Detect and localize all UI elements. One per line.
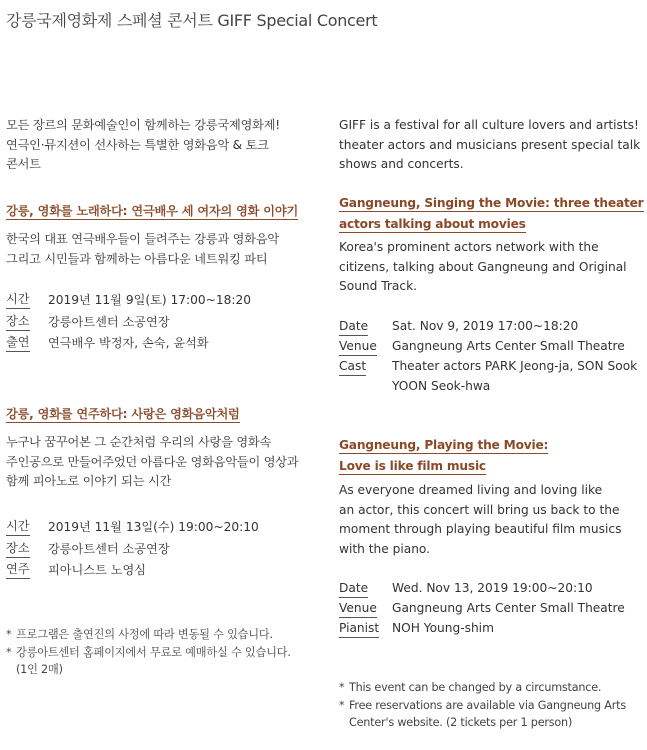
note-text: 프로그램은 출연진의 사정에 따라 변동될 수 있습니다. [16,628,273,641]
desc-line: 함께 피아노로 이야기 되는 시간 [6,474,172,488]
info-label: Venue [339,339,377,356]
note-item [339,697,645,732]
info-value: 강릉아트센터 소공연장 [48,314,170,329]
english-intro-line: shows and concerts. [339,157,464,171]
english-section2-title [339,435,645,476]
korean-intro-line: 모든 장르의 문화예술인이 함께하는 강릉국제영화제! [6,118,280,132]
info-row-time [6,290,324,312]
info-label: Date [339,319,368,336]
info-label: Venue [339,601,377,618]
note-item [339,679,645,697]
info-value: Gangneung Arts Center Small Theatre [392,601,625,615]
info-row-time [6,517,324,539]
info-value: 강릉아트센터 소공연장 [48,541,170,556]
info-label: Pianist [339,621,379,638]
info-row-venue [6,539,324,561]
note-bullet: * [339,698,345,712]
note-text: This event can be changed by a circumstance. [349,681,602,694]
english-section1-title [339,193,645,234]
info-label: Date [339,581,368,598]
info-value: 2019년 11월 13일(수) 19:00~20:10 [48,520,259,534]
korean-intro [6,116,324,175]
info-row-pianist [339,618,645,638]
info-value: 피아니스트 노영심 [48,563,147,577]
desc-line: As everyone dreamed living and loving like [339,483,603,497]
desc-line: an actor, this concert will bring us back to the [339,502,620,517]
note-bullet: * [6,645,12,659]
english-notes [339,679,645,732]
korean-notes [6,626,324,679]
note-bullet: * [6,628,12,641]
desc-line: 누구나 꿈꾸어본 그 순간처럼 우리의 사랑을 영화속 [6,435,272,449]
english-section2-title-text: Gangneung, Playing the Movie: [339,438,549,452]
english-section2-info [339,578,645,638]
korean-section1-info [6,290,324,355]
desc-line: citizens, talking about Gangneung and Original [339,259,627,274]
korean-intro-line: 콘서트 [6,157,41,171]
english-section1-info [339,316,645,396]
info-label: 출연 [6,335,30,352]
info-label: 장소 [6,541,30,558]
info-value: Gangneung Arts Center Small Theatre [392,339,625,353]
korean-section2-title-text: 강릉, 영화를 연주하다: 사랑은 영화음악처럼 [6,407,240,421]
english-section2-desc [339,481,645,559]
info-value: NOH Young-shim [392,621,494,635]
info-label: 시간 [6,519,30,536]
info-row-date [339,316,645,336]
note-item [6,644,324,679]
note-text: Center's website. (2 tickets per 1 person) [349,716,573,729]
info-label: 장소 [6,314,30,331]
note-item [6,626,324,644]
korean-section1-title [6,201,324,222]
info-label: 시간 [6,292,30,309]
korean-section2-title [6,404,324,425]
note-text: Free reservations are available via Gangneung Arts [349,698,626,712]
korean-section1-desc [6,230,324,269]
info-label: 연주 [6,562,30,579]
desc-line: Sound Track. [339,279,418,293]
info-row-venue [339,598,645,618]
desc-line: moment through playing beautiful film musics [339,522,622,536]
korean-section2-info [6,517,324,582]
desc-line: 한국의 대표 연극배우들이 들려주는 강릉과 영화음악 [6,232,279,246]
desc-line: Korea's prominent actors network with the [339,240,599,254]
info-value: 2019년 11월 9일(토) 17:00~18:20 [48,293,251,307]
english-intro-line: theater actors and musicians present special talk [339,137,641,152]
english-section1-desc [339,238,645,297]
korean-section1-title-text: 강릉, 영화를 노래하다: 연극배우 세 여자의 영화 이야기 [6,204,299,218]
note-text: 강릉아트센터 홈페이지에서 무료로 예매하실 수 있습니다. [16,645,291,659]
info-value: 연극배우 박정자, 손숙, 윤석화 [48,336,209,350]
page-title: 강릉국제영화제 스페셜 콘서트 GIFF Special Concert [6,11,378,30]
english-section2-title-text: Love is like film music [339,458,486,473]
english-section1-title-text: actors talking about movies [339,216,526,231]
info-row-venue [6,312,324,334]
english-section1-title-text: Gangneung, Singing the Movie: three theater [339,196,644,210]
desc-line: 그리고 시민들과 함께하는 아름다운 네트워킹 파티 [6,251,268,266]
english-intro-line: GIFF is a festival for all culture lovers and artists! [339,118,639,132]
desc-line: 주인공으로 만들어주었던 아름다운 영화음악들이 영상과 [6,454,299,469]
info-row-cast [339,356,645,396]
info-label: Cast [339,359,366,376]
info-row-cast [6,333,324,355]
info-row-performer [6,560,324,582]
info-value: Wed. Nov 13, 2019 19:00~20:10 [392,581,593,595]
info-row-date [339,578,645,598]
info-row-venue [339,336,645,356]
info-value: Sat. Nov 9, 2019 17:00~18:20 [392,319,579,333]
korean-intro-line: 연극인·뮤지션이 선사하는 특별한 영화음악 & 토크 [6,137,269,152]
english-intro [339,116,645,175]
note-text: (1인 2매) [16,663,63,676]
info-value: Theater actors PARK Jeong-ja, SON Sook YOON Seok-hwa [392,359,638,393]
note-bullet: * [339,681,345,694]
desc-line: with the piano. [339,541,431,556]
korean-section2-desc [6,433,324,492]
